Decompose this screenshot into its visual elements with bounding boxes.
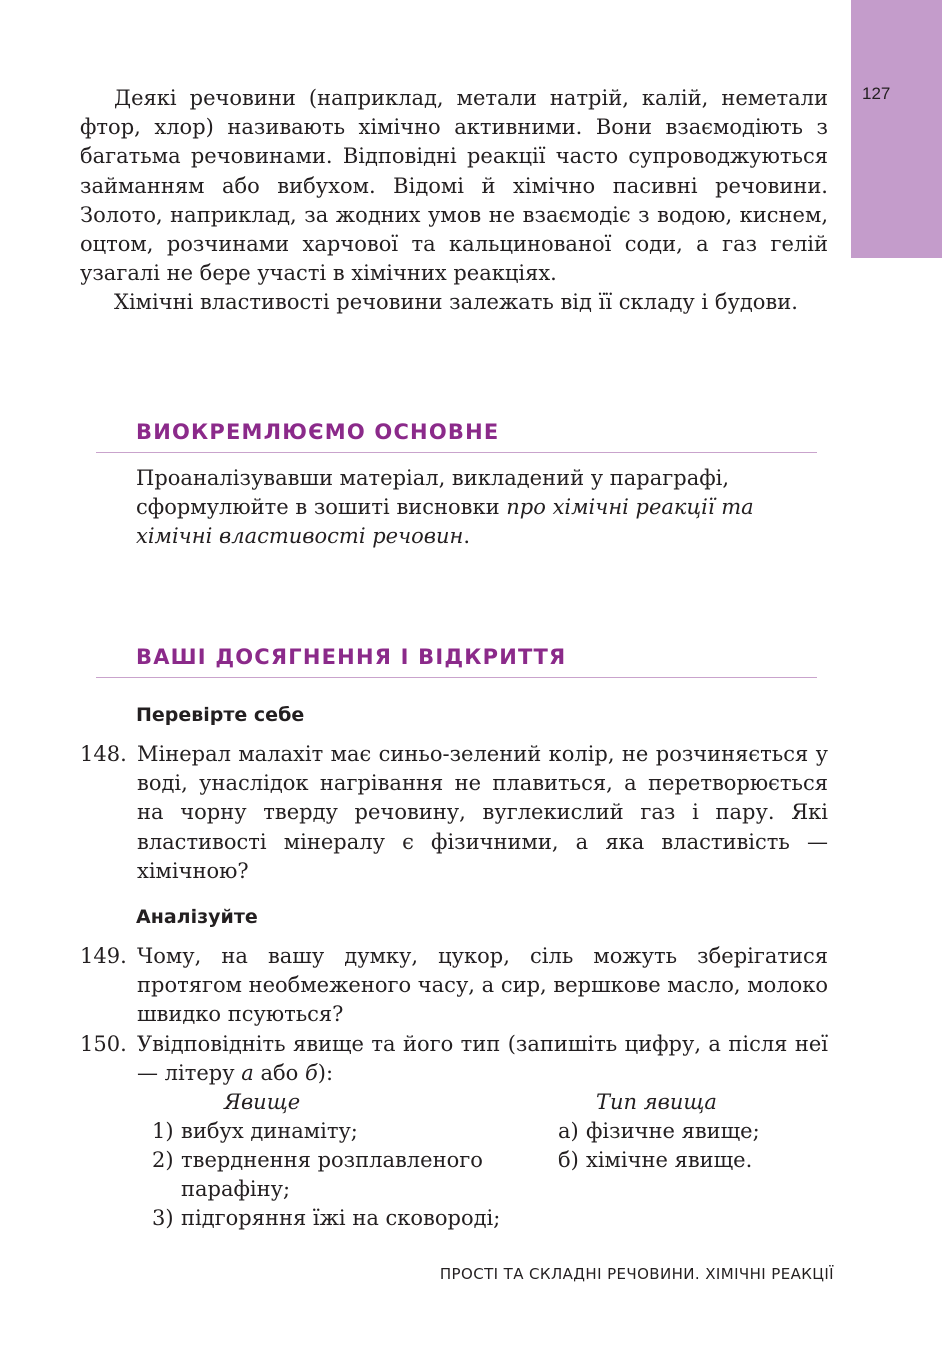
letter-b: б (304, 1061, 318, 1086)
task-text-part: Увідповідніть явище та його тип (запишіть цифру, а після неї — літеру (137, 1032, 828, 1086)
task-149 (80, 942, 828, 1030)
chapter-tab (851, 0, 942, 258)
section-divider (96, 452, 817, 453)
task-number: 148. (80, 742, 127, 766)
column-header-type: Тип явища (596, 1090, 717, 1114)
item-text-continued: парафіну; (181, 1177, 291, 1201)
page-number: 127 (862, 84, 891, 103)
intro-paragraph-2: Хімічні властивості речовини залежать від її складу і будови. (114, 290, 798, 315)
column-header-phenomenon: Явище (224, 1090, 301, 1114)
task-148 (80, 740, 828, 886)
item-number: 2) (152, 1148, 174, 1172)
task-number: 149. (80, 944, 127, 968)
summary-text (136, 464, 836, 552)
section-divider (96, 677, 817, 678)
summary-text-normal: Проаналізувавши матеріал, викладений у параграфі, сформулюйте в зошиті висновки (136, 466, 730, 520)
running-footer: ПРОСТІ ТА СКЛАДНІ РЕЧОВИНИ. ХІМІЧНІ РЕАКЦІЇ (439, 1265, 834, 1283)
task-text (137, 1030, 828, 1088)
task-text: Чому, на вашу думку, цукор, сіль можуть зберігатися протягом необмеженого часу, а сир, вершкове масло, молоко швидко псуються? (137, 944, 828, 1027)
summary-text-end: . (463, 524, 471, 549)
section-heading-summary: ВИОКРЕМЛЮЄМО ОСНОВНЕ (136, 420, 500, 444)
type-text: хімічне явище. (586, 1148, 753, 1172)
task-text-part: ): (317, 1061, 334, 1086)
intro-text (80, 84, 828, 318)
task-150 (80, 1030, 828, 1088)
type-letter: б) (558, 1148, 579, 1172)
item-text: тверднення розплавленого (181, 1148, 483, 1172)
task-text-part: або (253, 1061, 305, 1086)
item-text: вибух динаміту; (181, 1119, 358, 1143)
task-text: Мінерал малахіт має синьо-зелений колір, не розчиняється у воді, унаслідок нагрівання не плавиться, а перетворюється на чорну тверду речовину, вуглекислий газ і пару. Які властивості мінералу є фізичними, а яка властивість — хімічною? (137, 742, 828, 883)
task-number: 150. (80, 1032, 127, 1056)
letter-a: а (241, 1061, 254, 1086)
type-text: фізичне явище; (586, 1119, 760, 1143)
intro-paragraph-1: Деякі речовини (наприклад, метали натрій, калій, неметали фтор, хлор) називають хімічно активними. Вони взаємодіють з багатьма речовинами. Відповідні реакції часто супроводжуються займанням або вибухом. Відомі й хімічно пасивні речовини. Золото, наприклад, за жодних умов не взаємодіє з водою, киснем, оцтом, розчинами харчової та кальцинованої соди, а газ гелій узагалі не бере участі в хімічних реакціях. (80, 86, 828, 286)
item-number: 1) (152, 1119, 174, 1143)
type-letter: а) (558, 1119, 579, 1143)
summary-text-italic: про хімічні реакції та хімічні властивості речовин (136, 495, 754, 549)
item-number: 3) (152, 1206, 174, 1230)
subheading-analyze: Аналізуйте (136, 906, 258, 928)
item-text: підгоряння їжі на сковороді; (181, 1206, 501, 1230)
section-heading-achievements: ВАШІ ДОСЯГНЕННЯ І ВІДКРИТТЯ (136, 645, 567, 669)
subheading-check-yourself: Перевірте себе (136, 704, 305, 726)
